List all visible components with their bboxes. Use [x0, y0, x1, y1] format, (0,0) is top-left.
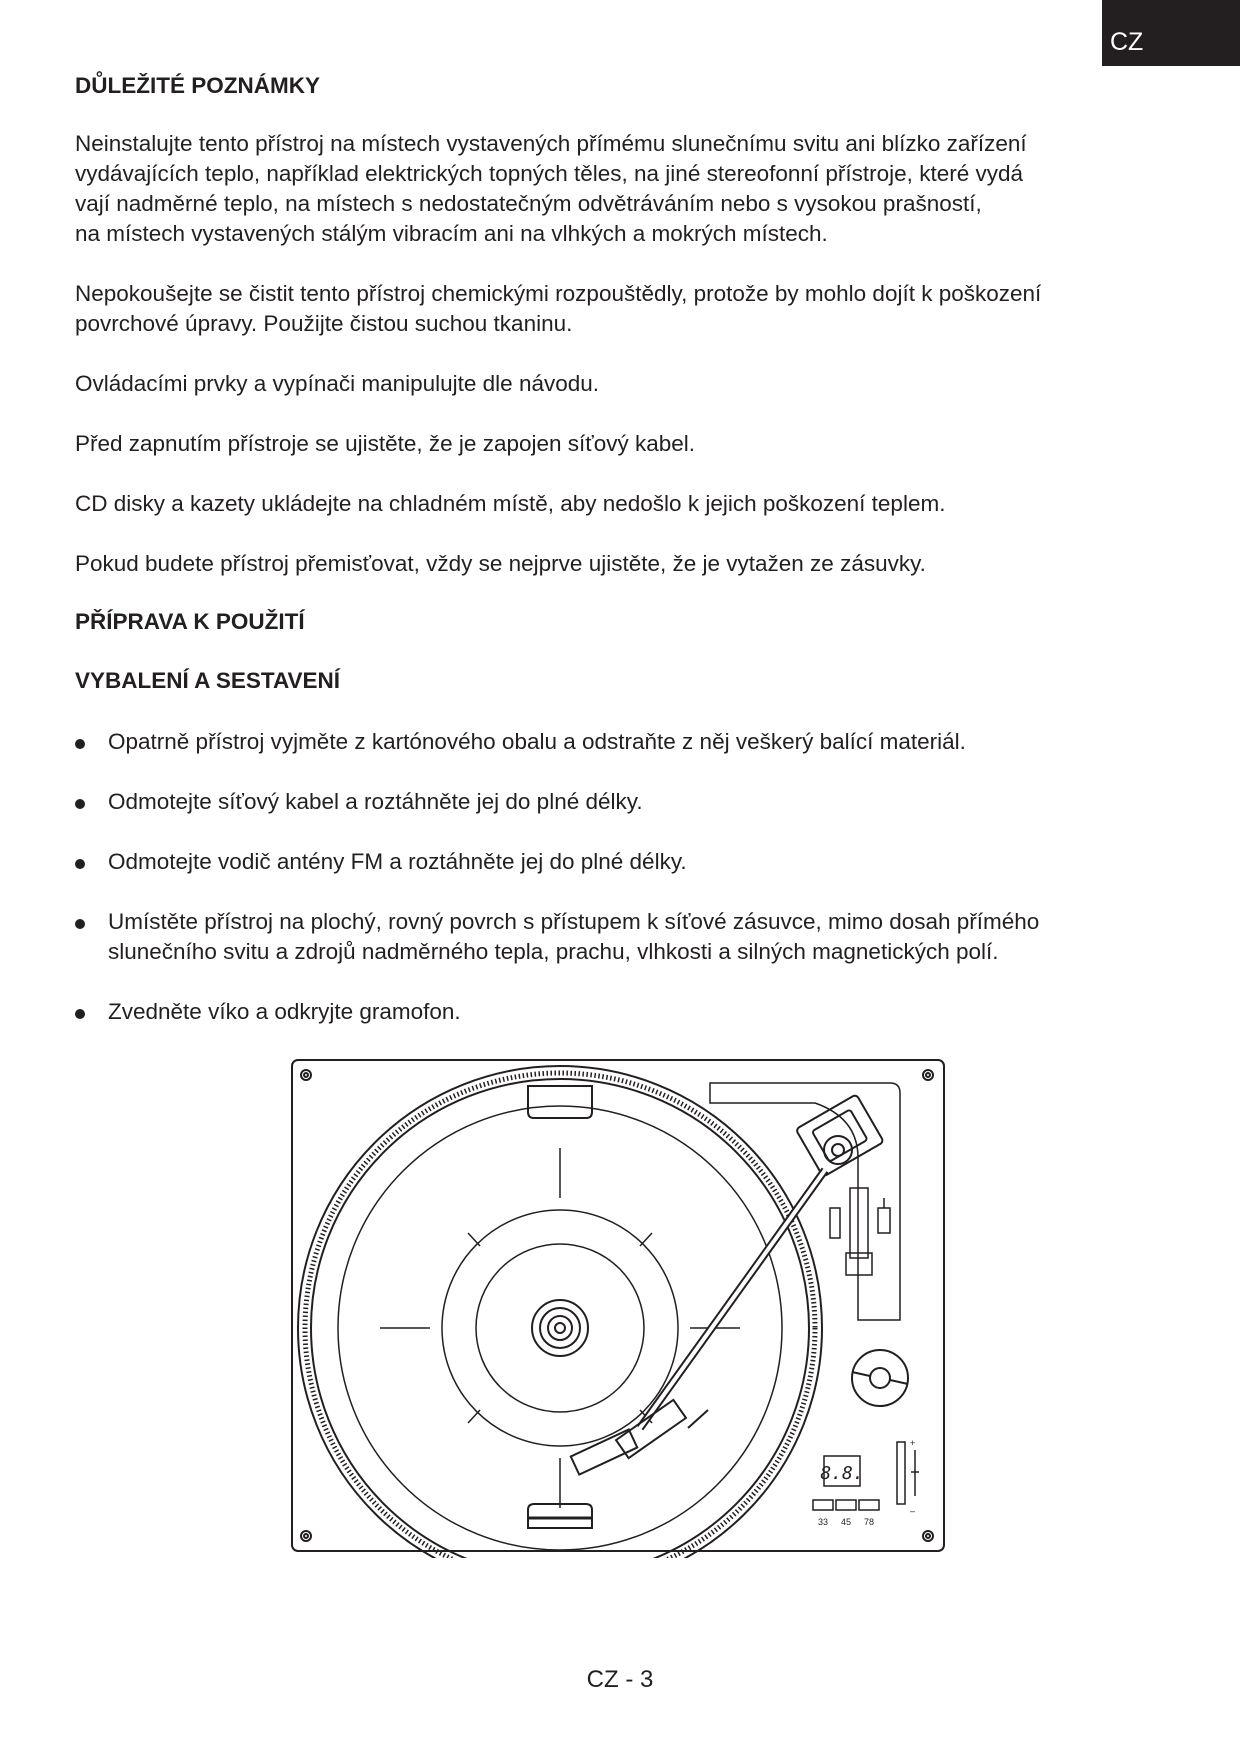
- list-item-text: Odmotejte vodič antény FM a roztáhněte jej do plné délky.: [108, 849, 687, 874]
- hinge-cutout-top: [528, 1086, 592, 1118]
- paragraph-installation-line-1: Neinstalujte tento přístroj na místech vystavených přímému slunečnímu svitu ani blízko zařízení: [75, 131, 1027, 156]
- paragraph-installation-line-3: vají nadměrné teplo, na místech s nedostatečným odvětráváním nebo s vysokou prašností,: [75, 191, 982, 216]
- list-item-text: Umístěte přístroj na plochý, rovný povrch s přístupem k síťové zásuvce, mimo dosah přímého: [108, 909, 1040, 934]
- paragraph-installation-line-2: vydávajících teplo, například elektrických topných těles, na jiné stereofonní přístroje, které vydá: [75, 161, 1023, 186]
- speed-label-78: 78: [863, 1517, 875, 1527]
- paragraph-cleaning-line-1: Nepokoušejte se čistit tento přístroj chemickými rozpouštědly, protože by mohlo dojít k poškození: [75, 281, 1042, 306]
- bullet-dot: [75, 1009, 85, 1019]
- record-label: [476, 1244, 644, 1412]
- bullet-dot: [75, 739, 85, 749]
- speed-label-45: 45: [840, 1517, 852, 1527]
- page-number: CZ - 3: [586, 1666, 654, 1693]
- selector-knob: [852, 1350, 908, 1406]
- list-item-text: Opatrně přístroj vyjměte z kartónového obalu a odstraňte z něj veškerý balící materiál.: [108, 729, 966, 754]
- heading-important-notes: DŮLEŽITÉ POZNÁMKY: [75, 73, 320, 98]
- tonearm-pivot: [796, 1094, 884, 1177]
- pitch-minus-label: –: [910, 1506, 916, 1516]
- heading-preparation: PŘÍPRAVA K POUŽITÍ: [75, 609, 305, 634]
- turntable-illustration: [290, 1058, 950, 1558]
- bullet-dot: [75, 919, 85, 929]
- speed-label-33: 33: [817, 1517, 829, 1527]
- paragraph-controls: Ovládacími prvky a vypínači manipulujte dle návodu.: [75, 371, 600, 396]
- bullet-dot: [75, 799, 85, 809]
- list-item-text: Zvedněte víko a odkryjte gramofon.: [108, 999, 461, 1024]
- record-label-ring: [442, 1210, 678, 1446]
- paragraph-cleaning-line-2: povrchové úpravy. Použijte čistou suchou tkaninu.: [75, 311, 573, 336]
- paragraph-installation-line-4: na místech vystavených stálým vibracím ani na vlhkých a mokrých místech.: [75, 221, 828, 246]
- mat-ticks: [380, 1148, 740, 1508]
- language-tab: CZ: [1102, 0, 1240, 66]
- pitch-slider: [897, 1442, 919, 1504]
- spindle: [532, 1300, 588, 1356]
- heading-unpacking: VYBALENÍ A SESTAVENÍ: [75, 668, 341, 693]
- speed-buttons: [813, 1500, 879, 1510]
- tonearm-rest: [830, 1188, 890, 1275]
- paragraph-storage: CD disky a kazety ukládejte na chladném místě, aby nedošlo k jejich poškození teplem.: [75, 491, 946, 516]
- list-item-text: slunečního svitu a zdrojů nadměrného tepla, prachu, vlhkosti a silných magnetických polí.: [108, 939, 999, 964]
- speed-display-digits: 8.8.: [820, 1463, 864, 1484]
- list-item-text: Odmotejte síťový kabel a roztáhněte jej do plné délky.: [108, 789, 643, 814]
- bullet-dot: [75, 859, 85, 869]
- paragraph-power-cable: Před zapnutím přístroje se ujistěte, že je zapojen síťový kabel.: [75, 431, 696, 456]
- paragraph-moving: Pokud budete přístroj přemisťovat, vždy se nejprve ujistěte, že je vytažen ze zásuvky.: [75, 551, 926, 576]
- pitch-plus-label: +: [910, 1438, 916, 1448]
